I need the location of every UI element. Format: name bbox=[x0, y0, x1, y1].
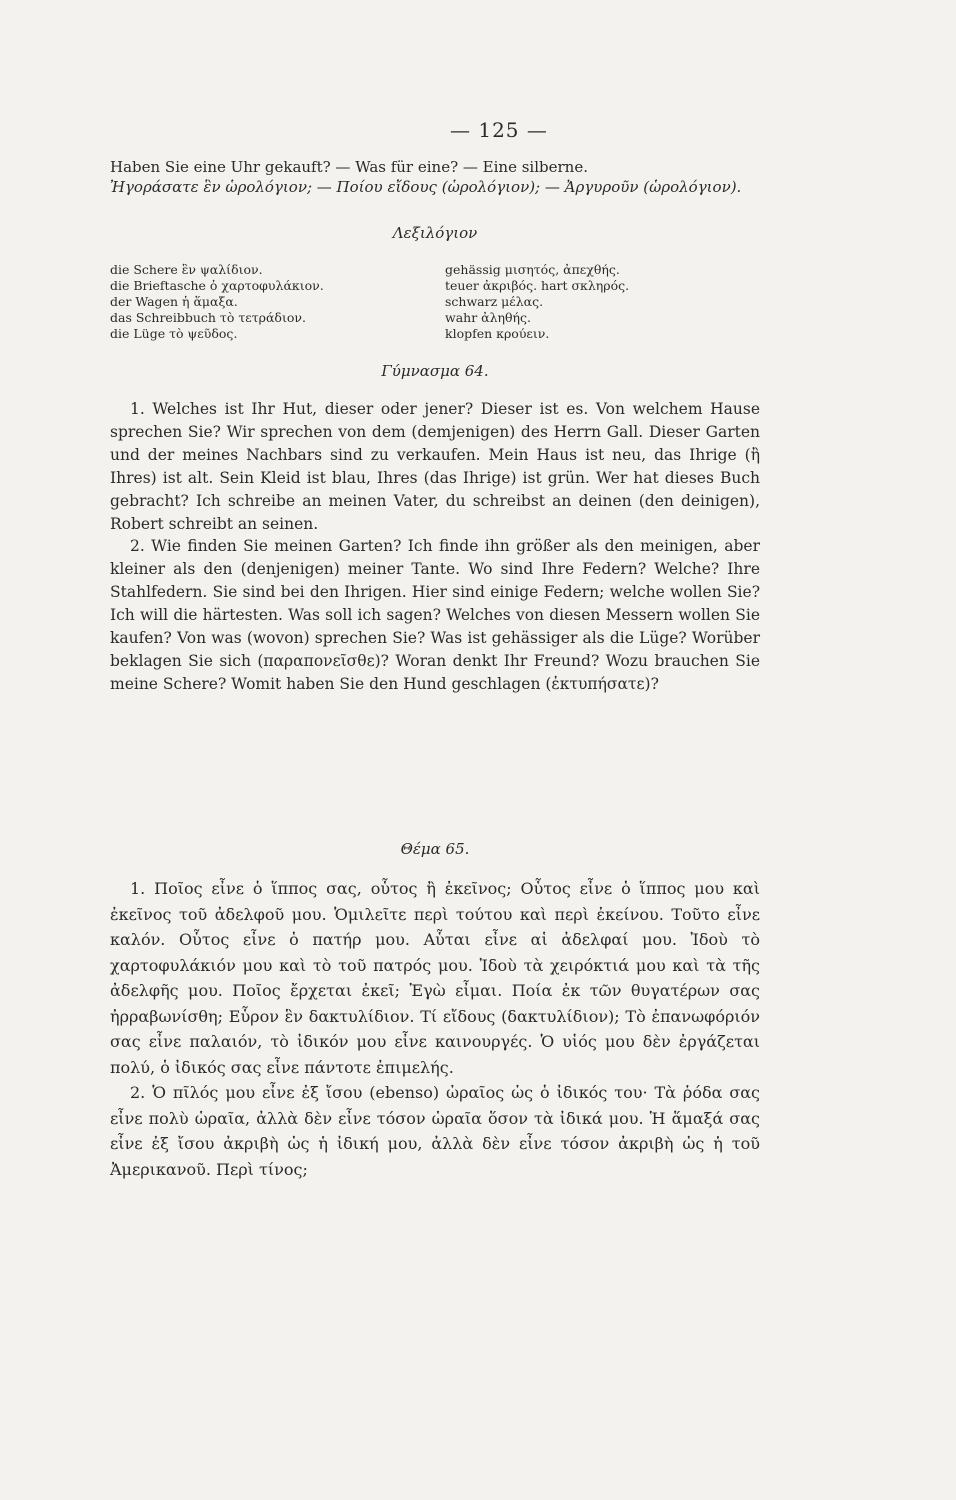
intro-greek: Ἠγοράσατε ἓν ὡρολόγιον; — Ποίου εἴδους (ὡρολόγιον); — Ἀργυροῦν (ὡρολόγιον). bbox=[110, 178, 742, 196]
vocab-entry: wahr ἀληθής. bbox=[445, 310, 531, 325]
vocab-entry: die Brieftasche ὁ χαρτοφυλάκιον. bbox=[110, 278, 324, 293]
theme-65-text bbox=[110, 876, 760, 1182]
exercise-64-paragraph-1: 1. Welches ist Ihr Hut, dieser oder jener? Dieser ist es. Von welchem Hause sprechen Sie? Wir sprechen von dem (demjenigen) des Herrn Gall. Dieser Garten und der meines Nachbars sind zu verkaufen. Mein Haus ist neu, das Ihrige (ἢ Ihres) ist alt. Sein Kleid ist blau, Ihres (das Ihrige) ist grün. Wer hat dieses Buch gebracht? Ich schreibe an meinen Vater, du schreibst an deinen (den deinigen), Robert schreibt an seinen. bbox=[110, 400, 760, 533]
exercise-64-title: Γύμνασμα 64. bbox=[381, 362, 489, 380]
theme-65-paragraph-2: 2. Ὁ πῖλός μου εἶνε ἐξ ἴσου (ebenso) ὡραῖος ὡς ὁ ἰδικός του· Τὰ ῥόδα σας εἶνε πολὺ ὡραῖα, ἀλλὰ δὲν εἶνε τόσον ὡραῖα ὅσον τὰ ἰδικά μου. Ἡ ἅμαξά σας εἶνε ἐξ ἴσου ἀκριβὴ ὡς ἡ ἰδική μου, ἀλλὰ δὲν εἶνε τόσον ἀκριβὴ ὡς ἡ τοῦ Ἀμερικανοῦ. Περὶ τίνος; bbox=[110, 1083, 760, 1179]
vocabulary-left-column bbox=[110, 262, 410, 342]
vocabulary-title: Λεξιλόγιον bbox=[392, 224, 478, 242]
vocab-entry: die Schere ἓν ψαλίδιον. bbox=[110, 262, 263, 277]
vocabulary-right-column bbox=[445, 262, 745, 342]
exercise-64-text bbox=[110, 398, 760, 696]
theme-65-title: Θέμα 65. bbox=[400, 840, 470, 858]
intro-german: Haben Sie eine Uhr gekauft? — Was für eine? — Eine silberne. bbox=[110, 158, 588, 176]
vocab-entry: klopfen κρούειν. bbox=[445, 326, 550, 341]
vocab-entry: die Lüge τὸ ψεῦδος. bbox=[110, 326, 238, 341]
vocab-entry: das Schreibbuch τὸ τετράδιον. bbox=[110, 310, 306, 325]
vocab-entry: der Wagen ἡ ἅμαξα. bbox=[110, 294, 238, 309]
vocab-entry: gehässig μισητός, ἀπεχθής. bbox=[445, 262, 620, 277]
vocab-entry: teuer ἀκριβός. hart σκληρός. bbox=[445, 278, 630, 293]
page-number: — 125 — bbox=[450, 118, 548, 142]
exercise-64-paragraph-2: 2. Wie finden Sie meinen Garten? Ich finde ihn größer als den meinigen, aber kleiner als den (denjenigen) meiner Tante. Wo sind Ihre Federn? Welche? Ihre Stahlfedern. Sie sind bei den Ihrigen. Hier sind einige Federn; welche wollen Sie? Ich will die härtesten. Was soll ich sagen? Welches von diesen Messern wollen Sie kaufen? Von was (wovon) sprechen Sie? Was ist gehässiger als die Lüge? Worüber beklagen Sie sich (παραπονεῖσθε)? Woran denkt Ihr Freund? Wozu brauchen Sie meine Schere? Womit haben Sie den Hund geschlagen (ἐκτυπήσατε)? bbox=[110, 537, 760, 693]
vocab-entry: schwarz μέλας. bbox=[445, 294, 544, 309]
theme-65-paragraph-1: 1. Ποῖος εἶνε ὁ ἵππος σας, οὗτος ἢ ἐκεῖνος; Οὗτος εἶνε ὁ ἵππος μου καὶ ἐκεῖνος τοῦ ἀδελφοῦ μου. Ὁμιλεῖτε περὶ τούτου καὶ περὶ ἐκείνου. Τοῦτο εἶνε καλόν. Οὗτος εἶνε ὁ πατήρ μου. Αὗται εἶνε αἱ ἀδελφαί μου. Ἰδοὺ τὸ χαρτοφυλάκιόν μου καὶ τὸ τοῦ πατρός μου. Ἰδοὺ τὰ χειρόκτιά μου καὶ τὰ τῆς ἀδελφῆς μου. Ποῖος ἔρχεται ἐκεῖ; Ἐγὼ εἶμαι. Ποία ἐκ τῶν θυγατέρων σας ἠρραβωνίσθη; Εὗρον ἓν δακτυλίδιον. Τί εἴδους (δακτυλίδιον); Τὸ ἐπανωφόριόν σας εἶνε παλαιόν, τὸ ἰδικόν μου εἶνε καινουργές. Ὁ υἱός μου δὲν ἐργάζεται πολύ, ὁ ἰδικός σας εἶνε πάντοτε ἐπιμελής. bbox=[110, 879, 760, 1077]
intro-example bbox=[110, 157, 760, 197]
